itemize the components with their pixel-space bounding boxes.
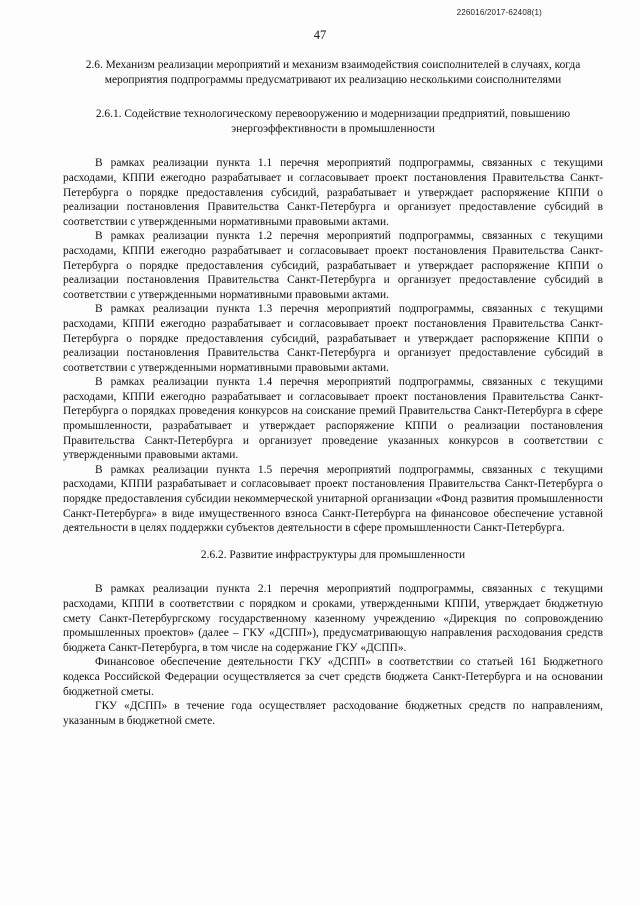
- paragraph: В рамках реализации пункта 1.5 перечня мероприятий подпрограммы, связанных с текущими расходами, КППИ разрабатывает и согласовывает проект постановления Правительства Санкт-Петербурга о порядке предоставления субсидии некоммерческой унитарной организации «Фонд развития промышленности Санкт-Петербурга» в виде имущественного взноса Санкт-Петербурга на финансовое обеспечение уставной деятельности в целях поддержки субъектов деятельности в сфере промышленности Санкт-Петербурга.: [63, 463, 603, 535]
- paragraph: В рамках реализации пункта 1.2 перечня мероприятий подпрограммы, связанных с текущими расходами, КППИ ежегодно разрабатывает и согласовывает проект постановления Правительства Санкт-Петербурга о порядке предоставления субсидий, разрабатывает и утверждает распоряжение КППИ о реализации постановления Правительства Санкт-Петербурга и организует предоставление субсидий в соответствии с утвержденными нормативными правовыми актами.: [63, 230, 603, 301]
- page-number: 47: [313, 28, 327, 42]
- paragraph: В рамках реализации пункта 2.1 перечня мероприятий подпрограммы, связанных с текущими расходами, КППИ в соответствии с порядком и сроками, утвержденными КППИ, утверждает бюджетную смету Санкт-Петербургскому государственному казенному учреждению «Дирекция по сопровождению промышленных проектов» (далее – ГКУ «ДСПП»), предусматривающую направления расходования средств бюджета Санкт-Петербурга, в том числе на содержание ГКУ «ДСПП».: [63, 583, 603, 654]
- subsection-heading-1: 2.6.1. Содействие технологическому перевооружению и модернизации предприятий, повышению энергоэффективности в промышленности: [95, 108, 571, 135]
- paragraph: В рамках реализации пункта 1.3 перечня мероприятий подпрограммы, связанных с текущими расходами, КППИ ежегодно разрабатывает и согласовывает проект постановления Правительства Санкт-Петербурга о порядке предоставления субсидий, разрабатывает и утверждает распоряжение КППИ о реализации постановления Правительства Санкт-Петербурга и организует предоставление субсидий в соответствии с утвержденными нормативными правовыми актами.: [63, 303, 603, 374]
- subsection-heading-2: 2.6.2. Развитие инфраструктуры для промышленности: [200, 548, 466, 561]
- page-content: [63, 58, 603, 728]
- paragraph: В рамках реализации пункта 1.4 перечня мероприятий подпрограммы, связанных с текущими расходами, КППИ ежегодно разрабатывает и согласовывает проект постановления Правительства Санкт-Петербурга о порядках проведения конкурсов на соискание премий Правительства Санкт-Петербурга в сфере промышленности, разрабатывает и утверждает распоряжение КППИ о реализации постановления Правительства Санкт-Петербурга и организует проведение указанных конкурсов в соответствии с утвержденными правовыми актами.: [63, 376, 603, 462]
- paragraph: В рамках реализации пункта 1.1 перечня мероприятий подпрограммы, связанных с текущими расходами, КППИ ежегодно разрабатывает и согласовывает проект постановления Правительства Санкт-Петербурга о порядке предоставления субсидий, разрабатывает и утверждает распоряжение КППИ о реализации постановления Правительства Санкт-Петербурга и организует предоставление субсидий в соответствии с утвержденными нормативными правовыми актами.: [63, 157, 603, 228]
- paragraph: Финансовое обеспечение деятельности ГКУ «ДСПП» в соответствии со статьей 161 Бюджетного кодекса Российской Федерации осуществляется за счет средств бюджета Санкт-Петербурга и на основании бюджетной сметы.: [63, 656, 603, 698]
- document-stamp: 226016/2017-62408(1): [456, 8, 542, 17]
- section-heading: 2.6. Механизм реализации мероприятий и механизм взаимодействия соисполнителей в случаях, когда мероприятия подпрограммы предусматривают их реализацию несколькими соисполнителями: [85, 59, 581, 86]
- paragraph: ГКУ «ДСПП» в течение года осуществляет расходование бюджетных средств по направлениям, указанным в бюджетной смете.: [63, 700, 603, 727]
